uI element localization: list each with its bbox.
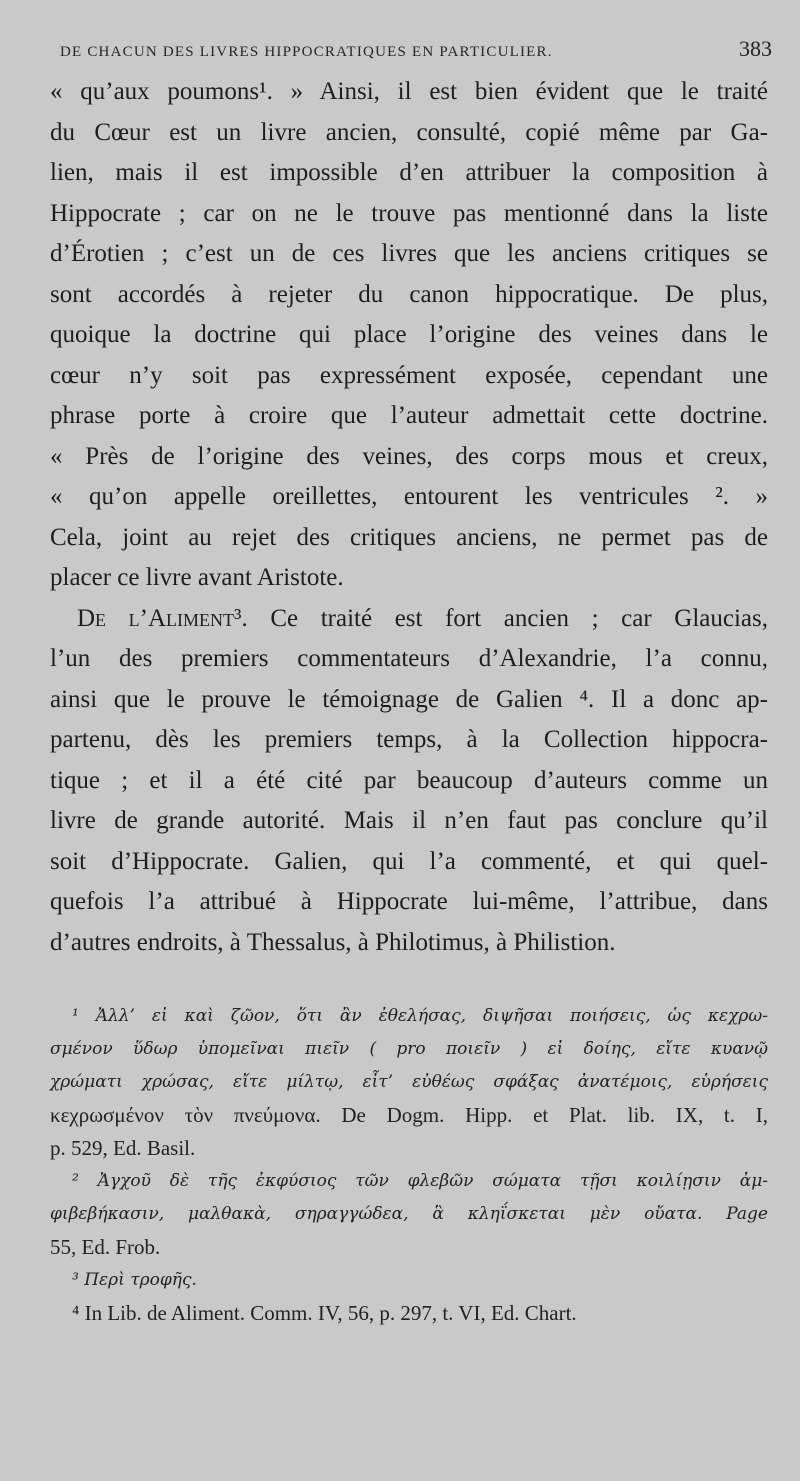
footnote-4 — [50, 1297, 768, 1330]
page-number: 383 — [739, 36, 772, 61]
text-line: du Cœur est un livre ancien, consulté, copié même par Ga- — [50, 118, 768, 146]
footnote-line: φιβεβήκασιν, μαλθακὰ, σηραγγώδεα, ἃ κληΐσκεται μὲν οὔατα. Page — [50, 1204, 768, 1224]
text-line: quoique la doctrine qui place l’origine des veines dans le — [50, 321, 768, 348]
running-title: DE CHACUN DES LIVRES HIPPOCRATIQUES EN PARTICULIER. — [60, 44, 553, 60]
text-line: tique ; et il a été cité par beaucoup d’auteurs comme un — [50, 766, 768, 794]
body-text — [50, 72, 768, 963]
text-line: Cela, joint au rejet des critiques anciens, ne permet pas de — [50, 523, 768, 551]
text-line: sont accordés à rejeter du canon hippocratique. De plus, — [50, 280, 768, 308]
footnote-line: 55, Ed. Frob. — [50, 1235, 161, 1259]
running-head — [60, 36, 772, 76]
text-line: soit d’Hippocrate. Galien, qui l’a commenté, et qui quel- — [50, 847, 768, 875]
paragraph-aliment — [50, 599, 768, 964]
paragraph-coeur — [50, 72, 768, 599]
text-line: « qu’aux poumons¹. » Ainsi, il est bien évident que le traité — [50, 78, 768, 105]
text-line: placer ce livre avant Aristote. — [50, 564, 344, 591]
text-line: d’autres endroits, à Thessalus, à Philotimus, à Philistion. — [50, 928, 616, 956]
text-line: « qu’on appelle oreillettes, entourent les ventricules ². » — [50, 483, 768, 510]
footnote-line: p. 529, Ed. Basil. — [50, 1136, 196, 1160]
footnote-line: σμένον ὕδωρ ὑπομεῖναι πιεῖν ( pro ποιεῖν ) εἰ δοίης, εἴτε κυανῷ — [50, 1039, 768, 1059]
footnote-2 — [50, 1165, 768, 1264]
text-line: cœur n’y soit pas expressément exposée, cependant une — [50, 361, 768, 389]
text-line: lien, mais il est impossible d’en attribuer la composition à — [50, 159, 768, 186]
text-line: Hippocrate ; car on ne le trouve pas mentionné dans la liste — [50, 199, 768, 227]
footnote-line: ¹ Ἀλλ’ εἰ καὶ ζῶον, ὅτι ἂν ἐθελήσας, διψῆσαι ποιήσεις, ὡς κεχρω- — [72, 1006, 768, 1026]
text-line: phrase porte à croire que l’auteur admettait cette doctrine. — [50, 402, 768, 429]
text-line: quefois l’a attribué à Hippocrate lui-même, l’attribue, dans — [50, 888, 768, 915]
footnote-line: ³ Περὶ τροφῆς. — [72, 1270, 197, 1290]
text-line — [50, 599, 768, 640]
text-line: livre de grande autorité. Mais il n’en faut pas conclure qu’il — [50, 807, 768, 834]
text-line: l’un des premiers commentateurs d’Alexandrie, l’a connu, — [50, 645, 768, 672]
text-line: partenu, dès les premiers temps, à la Collection hippocra- — [50, 726, 768, 753]
footnote-line: κεχρωσμένον τὸν πνεύμονα. De Dogm. Hipp. et Plat. lib. IX, t. I, — [50, 1103, 768, 1127]
footnote-3 — [50, 1264, 768, 1297]
footnote-line: ⁴ In Lib. de Aliment. Comm. IV, 56, p. 297, t. VI, Ed. Chart. — [72, 1301, 577, 1325]
section-heading: De l’Aliment — [77, 604, 235, 632]
text-line: d’Érotien ; c’est un de ces livres que les anciens critiques se — [50, 240, 768, 267]
text-fragment: . Ce traité est fort ancien ; car Glaucias, — [241, 604, 768, 632]
text-line: « Près de l’origine des veines, des corps mous et creux, — [50, 442, 768, 470]
text-line: ainsi que le prouve le témoignage de Galien ⁴. Il a donc ap- — [50, 685, 768, 713]
footnote-line: ² Ἀγχοῦ δὲ τῆς ἐκφύσιος τῶν φλεβῶν σώματα τῇσι κοιλίῃσιν ἀμ- — [72, 1171, 768, 1191]
footnote-line: χρώματι χρώσας, εἴτε μίλτῳ, εἶτ’ εὐθέως σφάξας ἀνατέμοις, εὑρήσεις — [50, 1072, 768, 1092]
footnotes — [50, 1000, 768, 1330]
footnote-1 — [50, 1000, 768, 1165]
footnote-ref: ³ — [234, 604, 242, 632]
